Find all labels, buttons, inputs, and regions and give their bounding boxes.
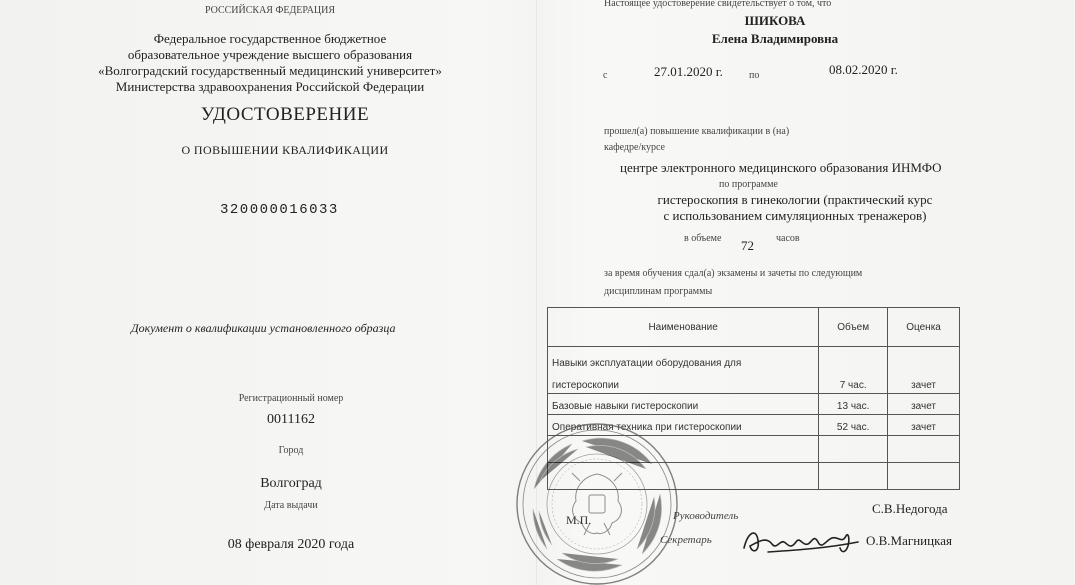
completed-label: прошел(а) повышение квалификации в (на) (604, 126, 790, 137)
date-from: 27.01.2020 г. (654, 64, 723, 79)
head-name: С.В.Недогода (872, 501, 948, 516)
institution-line-3: «Волгоградский государственный медицинский университет» (98, 63, 442, 78)
discipline-grade: зачет (888, 415, 960, 436)
registration-label: Регистрационный номер (238, 393, 344, 404)
table-row (548, 371, 960, 394)
discipline-name: Оперативная техника при гистероскопии (548, 415, 819, 436)
discipline-volume: 13 час. (819, 394, 888, 415)
institution-line-2: образовательное учреждение высшего образования (127, 47, 413, 62)
program-line-1: гистероскопия в гинекологии (практический курс (657, 192, 933, 207)
stamp-mark: М.П. (566, 513, 592, 527)
table-header-row (548, 308, 960, 347)
exams-line-2: дисциплинам программы (604, 286, 713, 297)
city: Волгоград (260, 476, 322, 491)
doc-type-note: Документ о квалификации установленного образца (131, 321, 396, 335)
country-name: РОССИЙСКАЯ ФЕДЕРАЦИЯ (204, 5, 336, 16)
discipline-volume: 52 час. (819, 415, 888, 436)
document-title: УДОСТОВЕРЕНИЕ (200, 104, 370, 125)
certificate-intro: Настоящее удостоверение свидетельствует о том, что (604, 0, 832, 9)
registration-number: 0011162 (267, 412, 315, 427)
hours-label: часов (776, 233, 800, 244)
discipline-name: гистероскопии (548, 371, 819, 394)
discipline-volume: 7 час. (819, 371, 888, 394)
column-header: Наименование (548, 308, 819, 347)
table-row (548, 347, 960, 372)
discipline-grade: зачет (888, 371, 960, 394)
left-header (60, 0, 480, 95)
institution-line-4: Министерства здравоохранения Российской Федерации (115, 79, 425, 94)
secretary-label: Секретарь (660, 534, 712, 546)
volume-hours: 72 (741, 238, 754, 253)
exams-line-1: за время обучения сдал(а) экзамены и зачеты по следующим (604, 268, 863, 279)
city-label: Город (278, 445, 304, 456)
holder-name: Елена Владимировна (711, 31, 839, 46)
secretary-name: О.В.Магницкая (866, 533, 952, 548)
department-label: кафедре/курсе (604, 142, 665, 153)
department: центре электронного медицинского образования ИНМФО (620, 160, 942, 175)
to-label: по (749, 70, 760, 81)
issue-date: 08 февраля 2020 года (227, 537, 355, 552)
document-subtitle: О ПОВЫШЕНИИ КВАЛИФИКАЦИИ (181, 143, 389, 157)
issue-date-label: Дата выдачи (264, 500, 318, 511)
volume-label: в объеме (684, 233, 722, 244)
institution-line-1: Федеральное государственное бюджетное (153, 31, 387, 46)
serial-number: 320000016033 (220, 202, 339, 218)
head-label: Руководитель (673, 510, 739, 522)
discipline-name: Навыки эксплуатации оборудования для (548, 347, 819, 372)
table-row (548, 394, 960, 415)
signature-icon (738, 522, 864, 558)
discipline-name: Базовые навыки гистероскопии (548, 394, 819, 415)
official-seal-icon (512, 419, 682, 585)
column-header: Оценка (888, 308, 960, 347)
from-label: с (603, 70, 608, 81)
date-to: 08.02.2020 г. (829, 62, 898, 77)
discipline-grade: зачет (888, 394, 960, 415)
column-header: Объем (819, 308, 888, 347)
program-label: по программе (719, 179, 778, 190)
program-line-2: с использованием симуляционных тренажеров) (663, 208, 927, 223)
holder-surname: ШИКОВА (744, 13, 806, 28)
